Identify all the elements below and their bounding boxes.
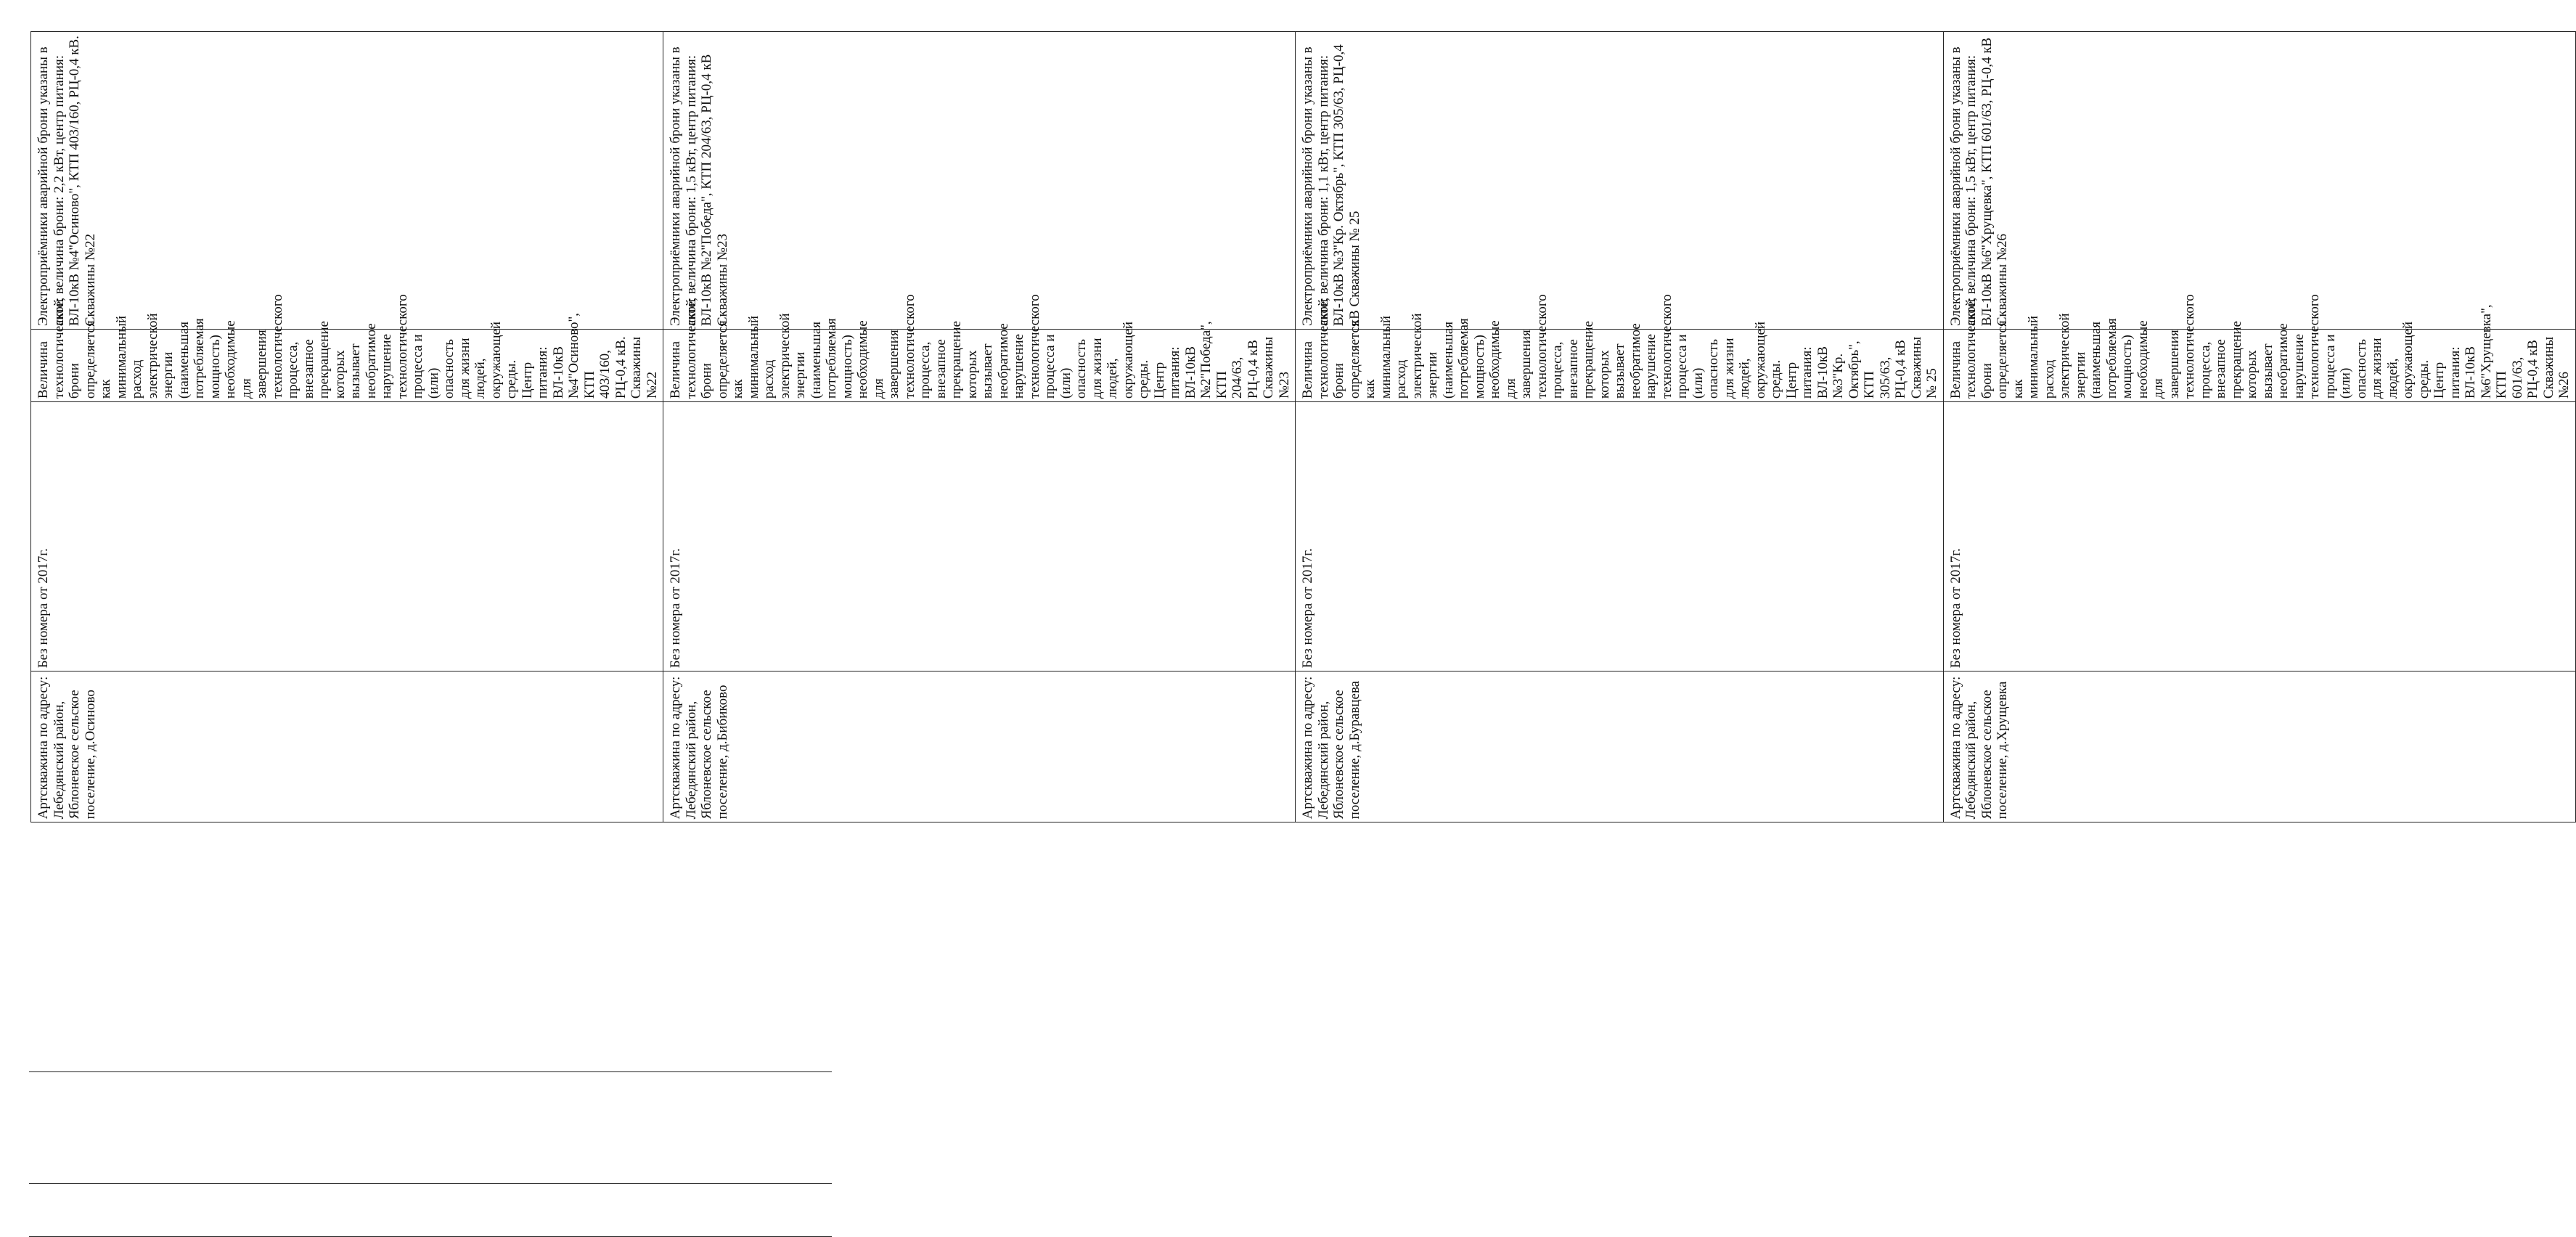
emergency-reserve-cell: Электроприёмники аварийной брони указаны в акте; величина брони: 1,5 кВт, центр питания: ВЛ-10кВ №2"Победа", КТП 204/63, РЦ-0,4 кВ Скважины №23: [663, 32, 1296, 330]
object-cell: Артскважина по адресу: Лебедянский район, Яблоневское сельское поселение, д.Осиново: [31, 671, 663, 822]
table-row: [1296, 32, 1944, 1212]
blank-cell: [1296, 822, 1944, 1211]
object-cell: Артскважина по адресу: Лебедянский район, Яблоневское сельское поселение, д.Бибиково: [663, 671, 1296, 822]
table-row: [663, 32, 1296, 1212]
emergency-reserve-cell: Электроприёмники аварийной брони указаны в акте; величина брони: 2,2 кВт, центр питания: ВЛ-10кВ №4"Осиново", КТП 403/160, РЦ-0,4 кВ. Скважины №22: [31, 32, 663, 330]
reserve-table: [30, 31, 2576, 1211]
blank-cell: [663, 822, 1296, 1211]
object-cell: Артскважина по адресу: Лебедянский район, Яблоневское сельское поселение, д.Буравцева: [1296, 671, 1944, 822]
emergency-reserve-cell: Электроприёмники аварийной брони указаны в акте; величина брони: 1,1 кВт, центр питания: ВЛ-10кВ №3"Кр. Октябрь", КТП 305/63, РЦ-0,4 кВ Скважины № 25: [1296, 32, 1944, 330]
blank-cell: [31, 822, 663, 1211]
technological-reserve-cell: Величина технологической брони определяется как минимальный расход электрической энергии (наименьшая потребляемая мощность) необходимые для завершения технологического процесса, внезапное прекращение которых вызывает необратимое нарушение технологического процесса и (или) опасность для жизни людей, окружающей среды. Центр питания: ВЛ-10кВ №2"Победа", КТП 204/63, РЦ-0,4 кВ Скважины №23: [663, 330, 1296, 402]
rotated-page: [30, 31, 2572, 1211]
act-cell: Без номера от 2017г.: [1943, 402, 2575, 671]
technological-reserve-cell: Величина технологической брони определяется как минимальный расход электрической энергии (наименьшая потребляемая мощность) необходимые для завершения технологического процесса, внезапное прекращение которых вызывает необратимое нарушение технологического процесса и (или) опасность для жизни людей, окружающей среды. Центр питания: ВЛ-10кВ №6"Хрущевка", КТП 601/63, РЦ-0,4 кВ Скважины №26: [1943, 330, 2575, 402]
emergency-reserve-cell: Электроприёмники аварийной брони указаны в акте; величина брони: 1,5 кВт, центр питания: ВЛ-10кВ №6"Хрущевка", КТП 601/63, РЦ-0,4 кВ Скважины №26: [1943, 32, 2575, 330]
blank-cell: [1943, 822, 2575, 1211]
act-cell: Без номера от 2017г.: [31, 402, 663, 671]
table-row: [1943, 32, 2575, 1212]
table-row: [31, 32, 663, 1212]
act-cell: Без номера от 2017г.: [663, 402, 1296, 671]
act-cell: Без номера от 2017г.: [1296, 402, 1944, 671]
object-cell: Артскважина по адресу: Лебедянский район, Яблоневское сельское поселение, д.Хрущевка: [1943, 671, 2575, 822]
technological-reserve-cell: Величина технологической брони определяется как минимальный расход электрической энергии (наименьшая потребляемая мощность) необходимые для завершения технологического процесса, внезапное прекращение которых вызывает необратимое нарушение технологического процесса и (или) опасность для жизни людей, окружающей среды. Центр питания: ВЛ-10кВ №4"Осиново", КТП 403/160, РЦ-0,4 кВ. Скважины №22: [31, 330, 663, 402]
technological-reserve-cell: Величина технологической брони определяется как минимальный расход электрической энергии (наименьшая потребляемая мощность) необходимые для завершения технологического процесса, внезапное прекращение которых вызывает необратимое нарушение технологического процесса и (или) опасность для жизни людей, окружающей среды. Центр питания: ВЛ-10кВ №3"Кр. Октябрь", КТП 305/63, РЦ-0,4 кВ Скважины № 25: [1296, 330, 1944, 402]
